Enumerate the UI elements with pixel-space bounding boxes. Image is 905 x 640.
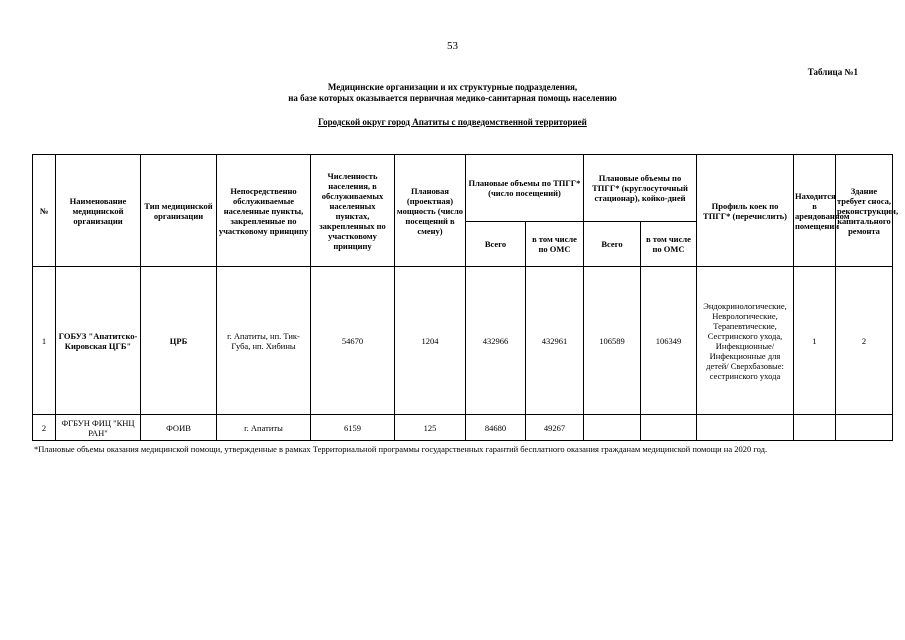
header-rented: Находится в арендованном помещении <box>794 155 836 267</box>
cell-capacity: 125 <box>395 415 466 441</box>
cell-population: 54670 <box>311 267 395 415</box>
cell-visits-oms: 49267 <box>526 415 584 441</box>
cell-days-oms: 106349 <box>641 267 697 415</box>
header-served-points: Непосредственно обслуживаемые населенные пункты, закрепленные по участковому принципу <box>217 155 311 267</box>
cell-num: 1 <box>33 267 56 415</box>
cell-type: ФОИВ <box>141 415 217 441</box>
document-title <box>0 82 905 104</box>
header-visits-group: Плановые объемы по ТПГГ* (число посещений) <box>466 155 584 222</box>
header-days-total: Всего <box>584 222 641 267</box>
cell-repair <box>836 415 893 441</box>
cell-days-total <box>584 415 641 441</box>
cell-visits-total: 84680 <box>466 415 526 441</box>
header-capacity: Плановая (проектная) мощность (число посещений в смену) <box>395 155 466 267</box>
cell-name: ГОБУЗ "Апатитско-Кировская ЦГБ" <box>56 267 141 415</box>
cell-rented <box>794 415 836 441</box>
cell-population: 6159 <box>311 415 395 441</box>
organizations-table <box>32 154 899 441</box>
cell-days-oms <box>641 415 697 441</box>
header-visits-total: Всего <box>466 222 526 267</box>
cell-repair: 2 <box>836 267 893 415</box>
header-days-group: Плановые объемы по ТПГГ* (круглосуточный стационар), койко-дней <box>584 155 697 222</box>
table-row <box>33 267 893 415</box>
cell-num: 2 <box>33 415 56 441</box>
cell-visits-total: 432966 <box>466 267 526 415</box>
cell-rented: 1 <box>794 267 836 415</box>
cell-name: ФГБУН ФИЦ "КНЦ РАН" <box>56 415 141 441</box>
header-num: № <box>33 155 56 267</box>
cell-served-points: г. Апатиты <box>217 415 311 441</box>
header-days-oms: в том числе по ОМС <box>641 222 697 267</box>
header-profile: Профиль коек по ТПГГ* (перечислить) <box>697 155 794 267</box>
header-repair: Здание требует сноса, реконструкции, капитального ремонта <box>836 155 893 267</box>
cell-days-total: 106589 <box>584 267 641 415</box>
region-subtitle: Городской округ город Апатиты с подведомственной территорией <box>318 117 587 127</box>
page-number: 53 <box>447 40 458 52</box>
cell-type: ЦРБ <box>141 267 217 415</box>
cell-visits-oms: 432961 <box>526 267 584 415</box>
title-line-2: на базе которых оказывается первичная медико-санитарная помощь населению <box>288 93 617 103</box>
title-line-1: Медицинские организации и их структурные подразделения, <box>327 82 578 92</box>
table-row <box>33 415 893 441</box>
header-name: Наименование медицинской организации <box>56 155 141 267</box>
cell-profile: Эндокринологические, Неврологические, Терапевтические, Сестринского ухода, Инфекционные/ Инфекционные для детей/ Сверхбазовые: сестринского ухода <box>697 267 794 415</box>
cell-profile <box>697 415 794 441</box>
header-population: Численность населения, в обслуживаемых населенных пунктах, закрепленных по участковому принципу <box>311 155 395 267</box>
table-id: Таблица №1 <box>807 67 858 77</box>
cell-capacity: 1204 <box>395 267 466 415</box>
header-type: Тип медицинской организации <box>141 155 217 267</box>
footnote: *Плановые объемы оказания медицинской помощи, утвержденные в рамках Территориальной программы государственных гарантий бесплатного оказания гражданам медицинской помощи на 2020 год. <box>34 444 768 454</box>
cell-served-points: г. Апатиты, нп. Тик-Губа, нп. Хибины <box>217 267 311 415</box>
header-visits-oms: в том числе по ОМС <box>526 222 584 267</box>
